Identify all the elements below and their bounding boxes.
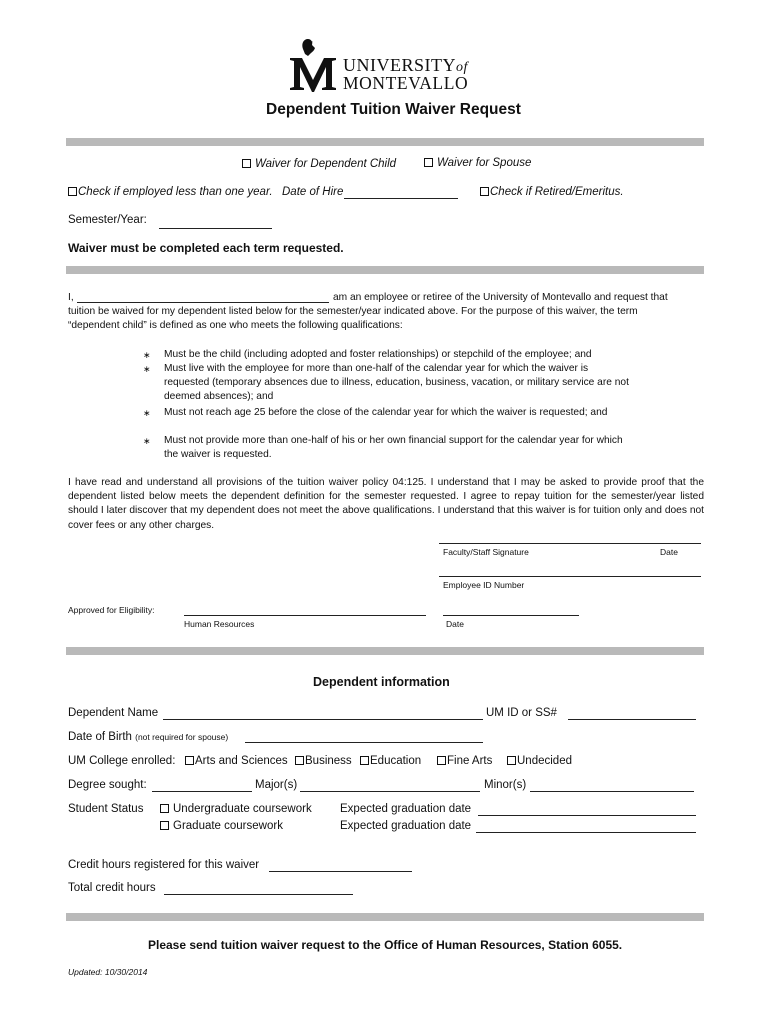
spouse-option[interactable]: Waiver for Spouse — [424, 157, 531, 169]
bullet-icon: ∗ — [143, 350, 151, 360]
faculty-signature-label: Faculty/Staff Signature — [443, 547, 529, 557]
agreement-paragraph: I have read and understand all provisions of the tuition waiver policy 04:125. I understand that I may be asked to provide proof that the dependent listed below meets the dependent definition for the semester requested. I agree to repay tuition for the semester/year listed should I later discover that my dependent does not meet the above qualifications. I understand that this waiver is for tuition only and does not cover fees or any other charges. — [68, 477, 704, 531]
college-checkbox[interactable] — [360, 756, 369, 765]
montevallo-falcon-icon — [288, 36, 338, 92]
dependent-heading: Dependent information — [313, 675, 450, 689]
divider-bar — [66, 647, 704, 655]
grad-checkbox[interactable] — [160, 821, 169, 830]
semester-label: Semester/Year: — [68, 214, 147, 226]
college-undecided-option[interactable]: Undecided — [507, 755, 572, 767]
retired-option[interactable]: Check if Retired/Emeritus. — [480, 186, 624, 198]
student-status-label: Student Status — [68, 803, 144, 815]
each-term-notice: Waiver must be completed each term requested. — [68, 241, 344, 255]
dependent-name-field[interactable] — [163, 719, 483, 720]
college-enrolled-label: UM College enrolled: — [68, 755, 176, 767]
undergrad-option[interactable]: Undergraduate coursework — [160, 803, 312, 815]
grad-option[interactable]: Graduate coursework — [160, 820, 283, 832]
college-checkbox[interactable] — [185, 756, 194, 765]
logo-university: UNIVERSITY — [343, 55, 456, 75]
page-title: Dependent Tuition Waiver Request — [266, 101, 521, 118]
hr-approval-field[interactable] — [184, 615, 426, 616]
qualification-item: Must be the child (including adopted and foster relationships) or stepchild of the employee; and — [164, 349, 592, 360]
college-business-option[interactable]: Business — [295, 755, 352, 767]
employed-less-year-checkbox[interactable] — [68, 187, 77, 196]
total-hours-field[interactable] — [164, 894, 353, 895]
employed-less-year-option[interactable]: Check if employed less than one year. — [68, 186, 273, 198]
college-checkbox[interactable] — [295, 756, 304, 765]
exp-grad-grad-label: Expected graduation date — [340, 820, 472, 832]
divider-bar — [66, 266, 704, 274]
qualification-item: Must not provide more than one-half of his or her own financial support for the calendar year for which the waiver is requested. — [164, 435, 623, 461]
dob-label: Date of Birth — [68, 731, 132, 743]
hr-label: Human Resources — [184, 619, 255, 629]
degree-label: Degree sought: — [68, 779, 147, 791]
employee-id-label: Employee ID Number — [443, 580, 525, 590]
dob-note: (not required for spouse) — [135, 732, 229, 742]
total-hours-label: Total credit hours — [68, 882, 156, 894]
bullet-icon: ∗ — [143, 364, 151, 374]
dependent-child-option[interactable]: Waiver for Dependent Child — [242, 158, 396, 170]
send-instruction: Please send tuition waiver request to the Office of Human Resources, Station 6055. — [148, 938, 623, 952]
employee-id-field[interactable] — [439, 576, 701, 577]
college-checkbox[interactable] — [507, 756, 516, 765]
employee-name-field[interactable] — [77, 302, 329, 303]
dob-field[interactable] — [245, 742, 483, 743]
exp-grad-undergrad-label: Expected graduation date — [340, 803, 472, 815]
semester-field[interactable] — [159, 228, 272, 229]
date-of-hire-field[interactable] — [344, 198, 458, 199]
minors-field[interactable] — [530, 791, 694, 792]
majors-field[interactable] — [300, 791, 480, 792]
majors-label: Major(s) — [255, 779, 298, 791]
undergrad-checkbox[interactable] — [160, 804, 169, 813]
dependent-name-label: Dependent Name — [68, 707, 159, 719]
divider-bar — [66, 913, 704, 921]
updated-date: Updated: 10/30/2014 — [68, 967, 148, 977]
exp-grad-grad-field[interactable] — [476, 832, 696, 833]
logo-of: of — [456, 60, 468, 75]
college-education-option[interactable]: Education — [360, 755, 421, 767]
um-id-field[interactable] — [568, 719, 696, 720]
approval-date-field[interactable] — [443, 615, 579, 616]
signature-field[interactable] — [439, 543, 701, 544]
spouse-checkbox[interactable] — [424, 158, 433, 167]
approval-date-label: Date — [446, 619, 464, 629]
statement-line1: am an employee or retiree of the University of Montevallo and request that — [333, 292, 668, 303]
degree-field[interactable] — [152, 791, 252, 792]
exp-grad-undergrad-field[interactable] — [478, 815, 696, 816]
divider-bar — [66, 138, 704, 146]
signature-date-label: Date — [660, 547, 678, 557]
bullet-icon: ∗ — [143, 436, 151, 446]
retired-checkbox[interactable] — [480, 187, 489, 196]
qualification-item: Must not reach age 25 before the close of the calendar year for which the waiver is requested; and — [164, 407, 608, 418]
dependent-child-checkbox[interactable] — [242, 159, 251, 168]
statement-prefix: I, — [68, 292, 74, 303]
um-id-label: UM ID or SS# — [486, 707, 557, 719]
qualification-item: Must live with the employee for more than one-half of the calendar year for which the waiver is requested (temporary absences due to illness, education, business, vacation, or military service are not deemed absences); and — [164, 363, 629, 403]
logo-montevallo: MONTEVALLO — [343, 73, 469, 93]
minors-label: Minor(s) — [484, 779, 527, 791]
approved-label: Approved for Eligibility: — [68, 605, 155, 615]
statement-line3: “dependent child” is defined as one who meets the following qualifications: — [68, 320, 403, 331]
credit-hours-label: Credit hours registered for this waiver — [68, 859, 260, 871]
bullet-icon: ∗ — [143, 408, 151, 418]
date-of-hire-label: Date of Hire — [282, 186, 344, 198]
college-arts-sciences-option[interactable]: Arts and Sciences — [185, 755, 288, 767]
credit-hours-field[interactable] — [269, 871, 412, 872]
college-checkbox[interactable] — [437, 756, 446, 765]
statement-line2: tuition be waived for my dependent listed below for the semester/year indicated above. For the purpose of this waiver, the term — [68, 306, 638, 317]
college-fine-arts-option[interactable]: Fine Arts — [437, 755, 492, 767]
